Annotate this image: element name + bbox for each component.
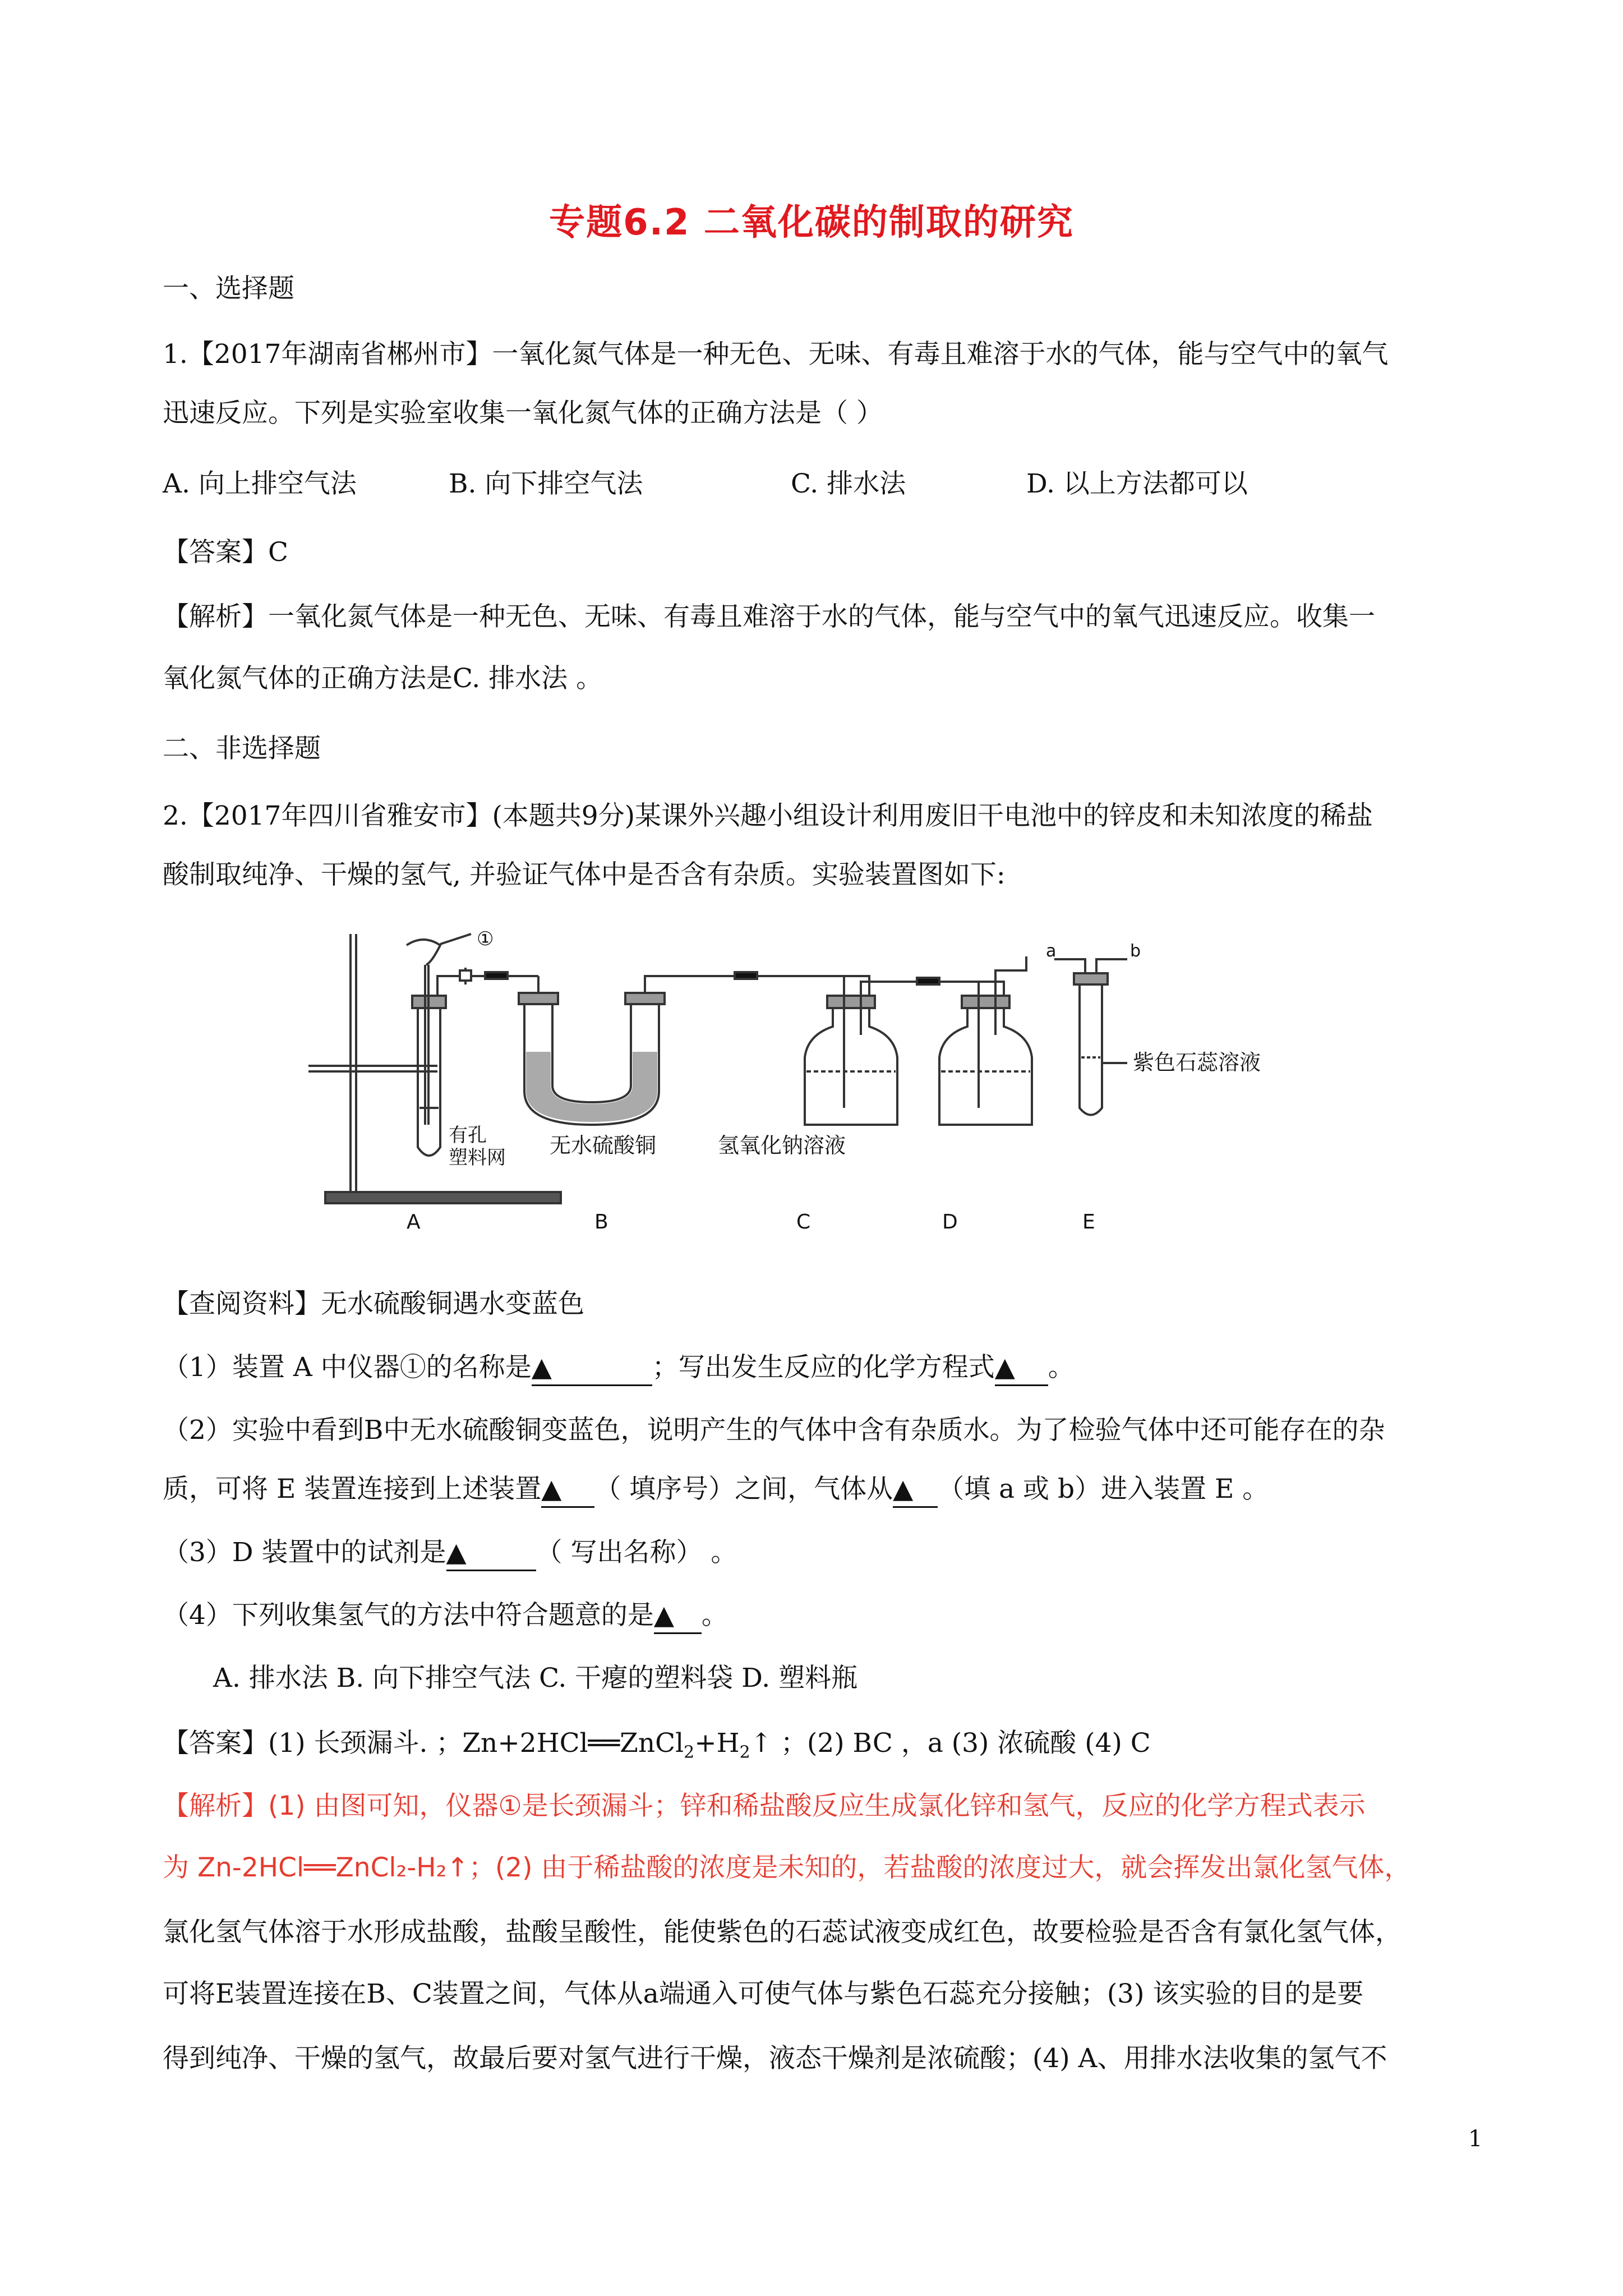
diagram-label-A: A [407, 1211, 421, 1234]
apparatus-diagram [303, 923, 1335, 1237]
q2-stem-line2: 酸制取纯净、干燥的氢气, 并验证气体中是否含有杂质。实验装置图如下: [163, 859, 1006, 890]
q2-analysis-red-line1: 【解析】(1) 由图可知，仪器①是长颈漏斗；锌和稀盐酸反应生成氯化锌和氢气，反应的化学方程式表示 [163, 1791, 1366, 1821]
q2-analysis-red-line2: 为 Zn-2HCl══ZnCl₂-H₂↑；(2) 由于稀盐酸的浓度是未知的，若盐酸的浓度过大，就会挥发出氯化氢气体， [163, 1852, 1411, 1883]
q1-options [163, 467, 1481, 501]
q2-part2-line1: （2）实验中看到B中无水硫酸铜变蓝色，说明产生的气体中含有杂质水。为了检验气体中还可能存在的杂 [163, 1415, 1385, 1446]
diagram-label-mesh-1: 有孔 [449, 1124, 487, 1147]
q2-analysis-line3: 氯化氢气体溶于水形成盐酸，盐酸呈酸性，能使紫色的石蕊试液变成红色，故要检验是否含有氯化氢气体， [163, 1917, 1401, 1948]
blank: ▲ [541, 1473, 594, 1508]
diagram-port-a: a [1046, 941, 1057, 961]
q2-analysis-line5: 得到纯净、干燥的氢气，故最后要对氢气进行干燥，液态干燥剂是浓硫酸；(4) A、用排水法收集的氢气不 [163, 2043, 1387, 2074]
q2-stem-line1: 2.【2017年四川省雅安市】(本题共9分)某课外兴趣小组设计利用废旧干电池中的锌皮和未知浓度的稀盐 [163, 800, 1373, 831]
section-heading-choice: 一、选择题 [163, 273, 294, 304]
diagram-label-c-reagent: 氢氧化钠溶液 [718, 1133, 846, 1158]
q2-part2-line2: 质，可将 E 装置连接到上述装置▲ （ 填序号）之间，气体从▲ （填 a 或 b）进入装置 E 。 [163, 1473, 1481, 1508]
page-number: 1 [1468, 2126, 1483, 2152]
diagram-label-instrument: ① [477, 928, 494, 950]
page-title: 专题6.2 二氧化碳的制取的研究 [549, 202, 1074, 243]
diagram-label-B: B [594, 1211, 608, 1234]
blank: ▲ [893, 1473, 938, 1508]
diagram-port-b: b [1130, 941, 1141, 961]
q1-stem-line1: 1.【2017年湖南省郴州市】一氧化氮气体是一种无色、无味、有毒且难溶于水的气体，能与空气中的氧气 [163, 339, 1389, 370]
q2-part4: （4）下列收集氢气的方法中符合题意的是▲ 。 [163, 1599, 1481, 1634]
q1-option-d: D. 以上方法都可以 [1026, 468, 1248, 499]
section-heading-nonchoice: 二、非选择题 [163, 733, 321, 764]
q1-option-b: B. 向下排空气法 [449, 468, 643, 499]
diagram-label-mesh-2: 塑料网 [449, 1147, 506, 1169]
q1-answer: 【答案】C [163, 537, 288, 568]
q2-part1: （1）装置 A 中仪器①的名称是▲ ；写出发生反应的化学方程式▲ 。 [163, 1351, 1481, 1386]
blank: ▲ [995, 1351, 1048, 1386]
q1-analysis-line1: 【解析】一氧化氮气体是一种无色、无味、有毒且难溶于水的气体，能与空气中的氧气迅速反应。收集一 [163, 601, 1375, 632]
q1-stem-line2: 迅速反应。下列是实验室收集一氧化氮气体的正确方法是（ ） [163, 398, 883, 429]
diagram-label-e-reagent: 紫色石蕊溶液 [1133, 1050, 1261, 1075]
q2-reference: 【查阅资料】无水硫酸铜遇水变蓝色 [163, 1289, 584, 1319]
q1-option-c: C. 排水法 [791, 468, 906, 499]
blank: ▲ [532, 1351, 652, 1386]
q2-answer: 【答案】(1) 长颈漏斗. ；$Zn+2HCl══ZnCl_2+H_2↑$ ；(2) BC ，a (3) 浓硫酸 (4) C [163, 1728, 1151, 1763]
q1-option-a: A. 向上排空气法 [163, 468, 357, 499]
diagram-label-b-reagent: 无水硫酸铜 [550, 1133, 657, 1158]
diagram-label-C: C [796, 1211, 811, 1234]
diagram-label-E: E [1082, 1211, 1095, 1234]
blank: ▲ [654, 1599, 702, 1634]
q2-analysis-line4: 可将E装置连接在B、C装置之间，气体从a端通入可使气体与紫色石蕊充分接触；(3) 该实验的目的是要 [163, 1978, 1364, 2009]
q2-part3: （3）D 装置中的试剂是▲ （ 写出名称） 。 [163, 1536, 1481, 1571]
blank: ▲ [446, 1536, 536, 1571]
q1-analysis-line2: 氧化氮气体的正确方法是C. 排水法 。 [163, 663, 603, 694]
diagram-label-D: D [942, 1211, 958, 1234]
q2-part4-options: A. 排水法 B. 向下排空气法 C. 干瘪的塑料袋 D. 塑料瓶 [213, 1663, 858, 1694]
